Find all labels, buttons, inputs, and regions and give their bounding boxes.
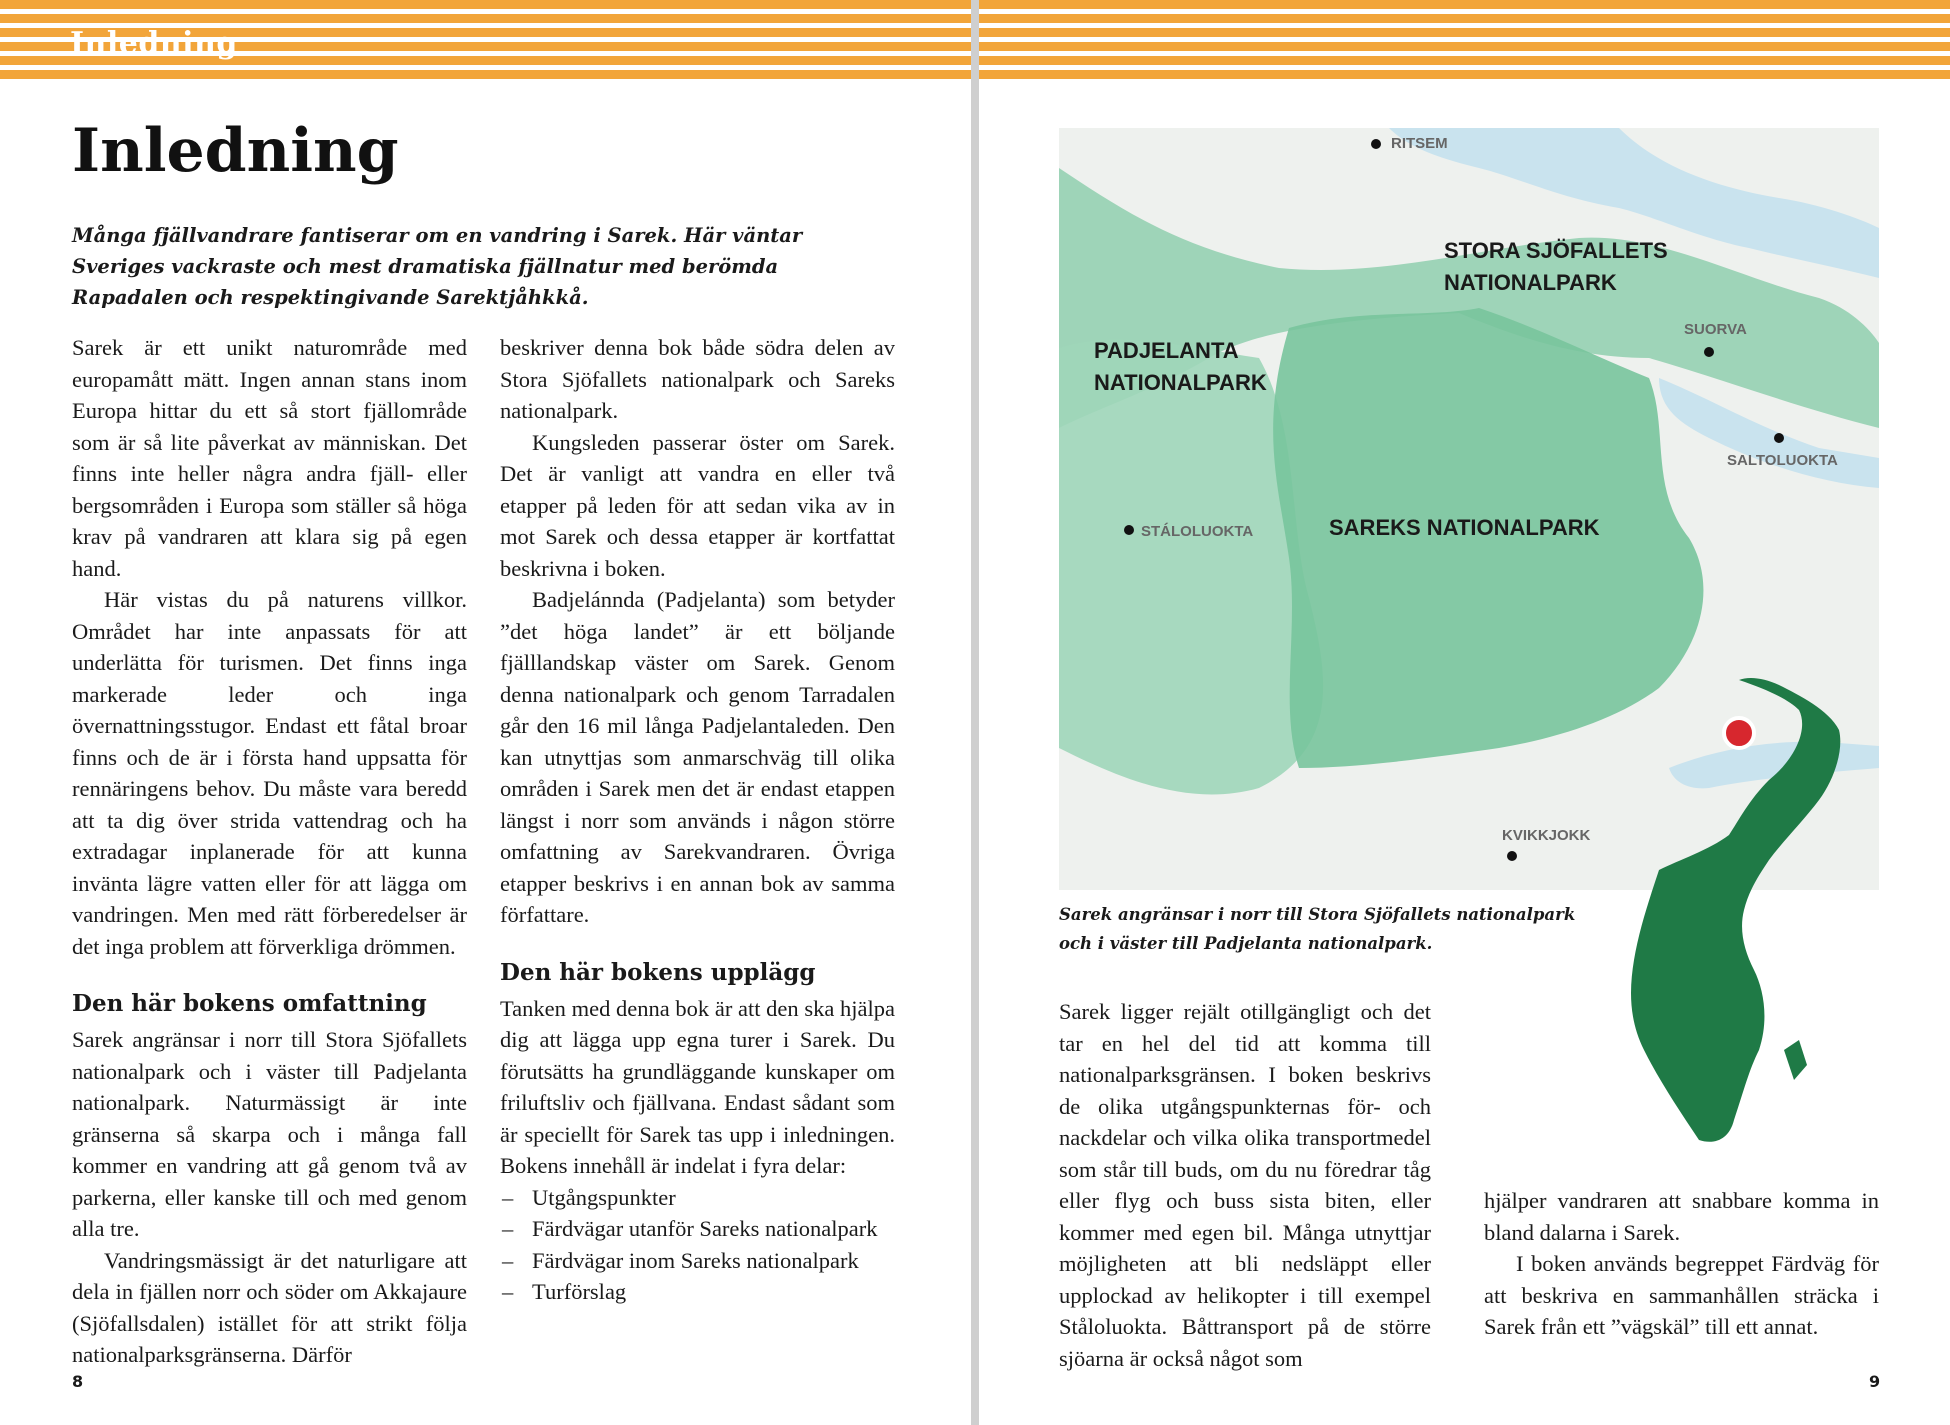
place-marker: [1371, 139, 1381, 149]
place-label-ritsem: RITSEM: [1391, 135, 1448, 152]
place-marker: [1704, 347, 1714, 357]
stora-sjofallet-label: STORA SJÖFALLETS: [1444, 238, 1668, 263]
body-paragraph: Sarek ligger rejält otillgängligt och det tar en hel del tid att komma till nationalparksgränsen. I boken beskrivs de olika utgångspunkternas för- och nackdelar och vilka olika transportmedel som står till buds, om du nu föredrar tåg eller flyg och buss sista biten, eller kommer med egen bil. Många utnyttjar möjligheten att bli nedsläppt eller upplockad av helikopter i till exempel Ståloluokta. Båttransport på de större sjöarna är också något som: [1059, 999, 1431, 1371]
running-head: Inledning: [70, 26, 238, 61]
sarek-label: SAREKS NATIONALPARK: [1329, 515, 1600, 540]
section-heading: Den här bokens omfattning: [72, 990, 427, 1017]
book-gutter: [971, 0, 979, 1425]
body-paragraph: Tanken med denna bok är att den ska hjälpa dig att lägga upp egna turer i Sarek. Du förutsätts ha grundläggande kunskaper om friluftsliv och fjällvana. Endast sådant som är speciellt för Sarek tas upp i inledningen. Bokens innehåll är indelat i fyra delar:: [500, 995, 895, 1178]
place-marker: [1774, 433, 1784, 443]
right-column-1: [1059, 996, 1431, 1374]
body-paragraph: Här vistas du på naturens villkor. Området har inte anpassats för att underlätta för turismen. Det finns inga markerade leder och inga övernattningsstugor. Endast ett fåtal broar finns och de är i första hand uppsatta för rennäringens behov. Du måste vara beredd att ta dig över strida vattendrag och ha extradagar inplanerade för att kunna invänta lägre vatten eller för att lägga om vandringen. Men med rätt förberedelser är det inga problem att förverkliga drömmen.: [72, 587, 467, 959]
body-paragraph: Sarek är ett unikt naturområde med europamått mätt. Ingen annan stans inom Europa hittar du ett så stort fjällområde som är så lite påverkat av människan. Det finns inte heller några andra fjäll- eller bergsområden i Europa som ställer så höga krav på vandraren att klara sig på egen hand.: [72, 335, 467, 581]
padjelanta-label: NATIONALPARK: [1094, 370, 1267, 395]
place-marker: [1507, 851, 1517, 861]
list-item: – Färdvägar utanför Sareks nationalpark: [500, 1213, 895, 1245]
place-marker: [1124, 525, 1134, 535]
place-label-staloluokta: STÁLOLUOKTA: [1141, 523, 1254, 540]
section-heading: Den här bokens upplägg: [500, 958, 816, 986]
body-paragraph: Vandringsmässigt är det naturligare att dela in fjällen norr och söder om Akkajaure (Sjöfallsdalen) istället för att strikt följa nationalparksgränserna. Därför: [72, 1247, 467, 1367]
body-paragraph: I boken används begreppet Färdväg för att beskriva en sammanhållen sträcka i Sarek från ett ”vägskäl” till ett annat.: [1484, 1251, 1879, 1339]
map-caption: Sarek angränsar i norr till Stora Sjöfallets nationalpark och i väster till Padjelanta nationalpark.: [1059, 905, 1576, 953]
body-paragraph: Badjelánnda (Padjelanta) som betyder ”det höga landet” är ett böljande fjälllandskap väster om Sarek. Genom denna nationalpark och genom Tarradalen går den 16 mil långa Padjelantaleden. Den kan utnyttjas som anmarschväg till olika områden i Sarek men det är endast etappen längst i norr som används i någon större omfattning av Sarekvandraren. Övriga etapper beskrivs i en annan bok av samma författare.: [500, 587, 895, 927]
stora-sjofallet-label: NATIONALPARK: [1444, 270, 1617, 295]
place-label-saltoluokta: SALTOLUOKTA: [1727, 452, 1838, 469]
left-column-1: [72, 332, 467, 1371]
content-list: [500, 1182, 895, 1308]
chapter-title: Inledning: [72, 116, 399, 186]
body-paragraph: hjälper vandraren att snabbare komma in bland dalarna i Sarek.: [1484, 1188, 1879, 1245]
list-item: – Utgångspunkter: [500, 1182, 895, 1214]
body-paragraph: beskriver denna bok både södra delen av Stora Sjöfallets nationalpark och Sareks nationalpark.: [500, 335, 895, 423]
place-label-kvikkjokk: KVIKKJOKK: [1502, 827, 1591, 844]
gotland-island: [1784, 1040, 1807, 1080]
padjelanta-label: PADJELANTA: [1094, 338, 1239, 363]
header-stripes: [979, 0, 1950, 80]
sweden-overview-map: [1619, 670, 1859, 1150]
right-column-2: [1484, 1185, 1879, 1343]
body-paragraph: Sarek angränsar i norr till Stora Sjöfallets nationalpark och i väster till Padjelanta nationalpark. Naturmässigt är inte gränserna så skarpa och i många fall kommer en vandring att gå genom två av parkerna, eller kanske till och med genom alla tre.: [72, 1027, 467, 1241]
right-page: [979, 0, 1950, 1425]
page-number: 9: [1869, 1372, 1881, 1391]
place-label-suorva: SUORVA: [1684, 321, 1747, 338]
list-item: – Turförslag: [500, 1276, 895, 1308]
left-column-2: [500, 332, 895, 1308]
lead-paragraph: Många fjällvandrare fantiserar om en vandring i Sarek. Här väntar Sveriges vackraste och mest dramatiska fjällnatur med berömda Rapadalen och respektingivande Sarektjåhkkå.: [72, 224, 803, 309]
sarek-location-marker: [1724, 718, 1754, 748]
page-number: 8: [72, 1372, 84, 1391]
body-paragraph: Kungsleden passerar öster om Sarek. Det är vanligt att vandra en eller två etapper på leden för att sedan vika av in mot Sarek och dessa etapper är kortfattat beskrivna i boken.: [500, 429, 895, 581]
left-page: [0, 0, 971, 1425]
list-item: – Färdvägar inom Sareks nationalpark: [500, 1245, 895, 1277]
